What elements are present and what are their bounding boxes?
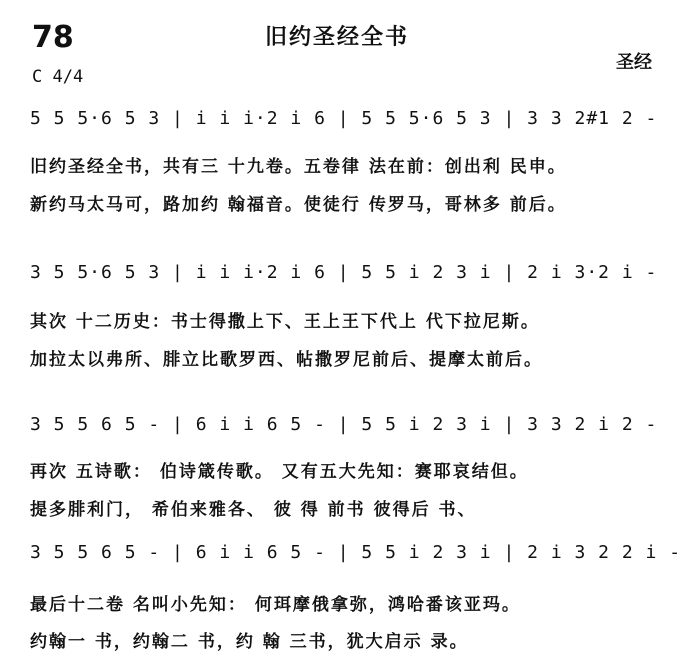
key-signature: C 4/4 (32, 67, 84, 87)
notation-line-4: 3 5 5 6 5 - | 6 i i 6 5 - | 5 5 i 2 3 i | 2 i 3 2 2 i - (30, 542, 682, 563)
notation-line-3: 3 5 5 6 5 - | 6 i i 6 5 - | 5 5 i 2 3 i | 3 3 2 i 2 - (30, 414, 658, 435)
notation-line-2: 3 5 5·6 5 3 | i i i·2 i 6 | 5 5 i 2 3 i | 2 i 3·2 i - (30, 262, 658, 283)
lyric-line-2a: 其次 十二历史：书士得撒上下、王上王下代上 代下拉尼斯。 (30, 312, 540, 332)
lyric-line-4a: 最后十二卷 名叫小先知： 何珥摩俄拿弥，鸿哈番该亚玛。 (30, 595, 521, 615)
song-category: 圣经 (616, 52, 652, 73)
lyric-line-3b: 提多腓利门， 希伯来雅各、 彼 得 前书 彼得后 书、 (30, 500, 477, 520)
lyric-line-3a: 再次 五诗歌： 伯诗箴传歌。 又有五大先知：赛耶哀结但。 (30, 462, 529, 482)
lyric-line-4b: 约翰一 书，约翰二 书，约 翰 三书，犹大启示 录。 (30, 632, 469, 652)
song-title: 旧约圣经全书 (265, 25, 410, 50)
lyric-line-2b: 加拉太以弗所、腓立比歌罗西、帖撒罗尼前后、提摩太前后。 (30, 350, 543, 370)
song-number: 78 (32, 20, 74, 55)
lyric-line-1b: 新约马太马可，路加约 翰福音。使徒行 传罗马，哥林多 前后。 (30, 195, 567, 215)
lyric-line-1a: 旧约圣经全书，共有三 十九卷。五卷律 法在前：创出利 民申。 (30, 157, 567, 177)
notation-line-1: 5 5 5·6 5 3 | i i i·2 i 6 | 5 5 5·6 5 3 | 3 3 2#1 2 - (30, 108, 658, 129)
